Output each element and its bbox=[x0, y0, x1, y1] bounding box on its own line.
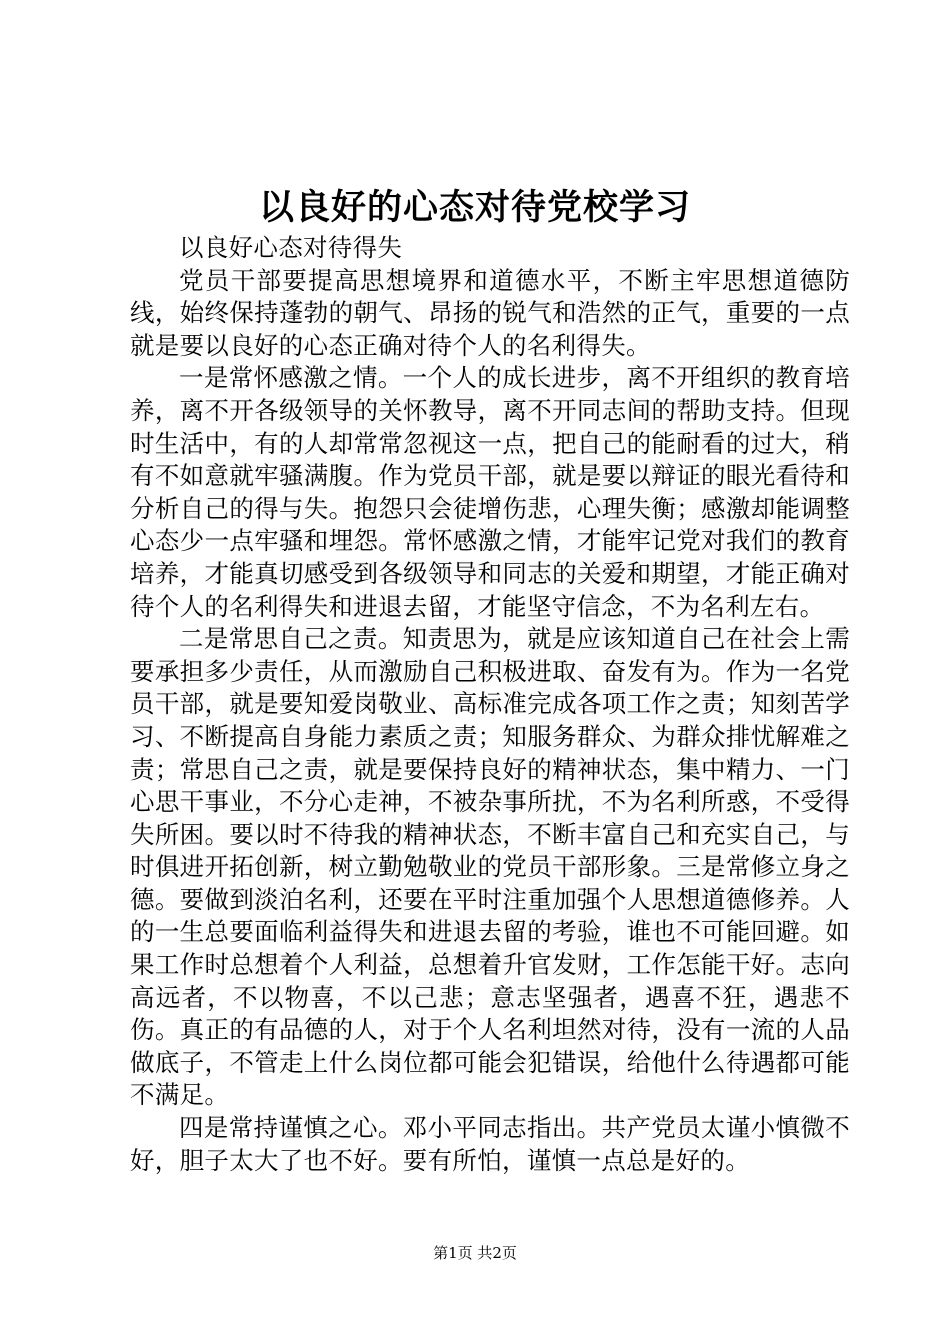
page-footer: 第1页 共2页 bbox=[433, 1244, 517, 1262]
document-title: 以良好的心态对待党校学习 bbox=[258, 187, 691, 228]
paragraph-intro: 党员干部要提高思想境界和道德水平，不断主牢思想道德防线，始终保持蓬勃的朝气、昂扬的锐气和浩然的正气，重要的一点就是要以良好的心态正确对待个人的名利得失。 bbox=[130, 265, 850, 360]
document-body bbox=[130, 232, 850, 1177]
paragraph-subtitle: 以良好心态对待得失 bbox=[179, 233, 403, 262]
paragraph-caution: 四是常持谨慎之心。邓小平同志指出。共产党员太谨小慎微不好，胆子太大了也不好。要有所怕，谨慎一点总是好的。 bbox=[130, 1113, 850, 1175]
paragraph-responsibility: 二是常思自己之责。知责思为，就是应该知道自己在社会上需要承担多少责任，从而激励自己积极进取、奋发有为。作为一名党员干部，就是要知爱岗敬业、高标准完成各项工作之责；知刻苦学习、不断提高自身能力素质之责；知服务群众、为群众排忧解难之责；常思自己之责，就是要保持良好的精神状态，集中精力、一门心思干事业，不分心走神，不被杂事所扰，不为名利所惑，不受得失所困。要以时不待我的精神状态，不断丰富自己和充实自己，与时俱进开拓创新，树立勤勉敬业的党员干部形象。三是常修立身之德。要做到淡泊名利，还要在平时注重加强个人思想道德修养。人的一生总要面临利益得失和进退去留的考验，谁也不可能回避。如果工作时总想着个人利益，总想着升官发财，工作怎能干好。志向高远者，不以物喜，不以己悲；意志坚强者，遇喜不狂，遇悲不伤。真正的有品德的人，对于个人名利坦然对待，没有一流的人品做底子，不管走上什么岗位都可能会犯错误，给他什么待遇都可能不满足。 bbox=[130, 624, 850, 1110]
paragraph-gratitude: 一是常怀感激之情。一个人的成长进步，离不开组织的教育培养，离不开各级领导的关怀教导，离不开同志间的帮助支持。但现时生活中，有的人却常常忽视这一点，把自己的能耐看的过大，稍有不如意就牢骚满腹。作为党员干部，就是要以辩证的眼光看待和分析自己的得与失。抱怨只会徒增伤悲，心理失衡；感激却能调整心态少一点牢骚和埋怨。常怀感激之情，才能牢记党对我们的教育培养，才能真切感受到各级领导和同志的关爱和期望，才能正确对待个人的名利得失和进退去留，才能坚守信念，不为名利左右。 bbox=[130, 363, 850, 621]
